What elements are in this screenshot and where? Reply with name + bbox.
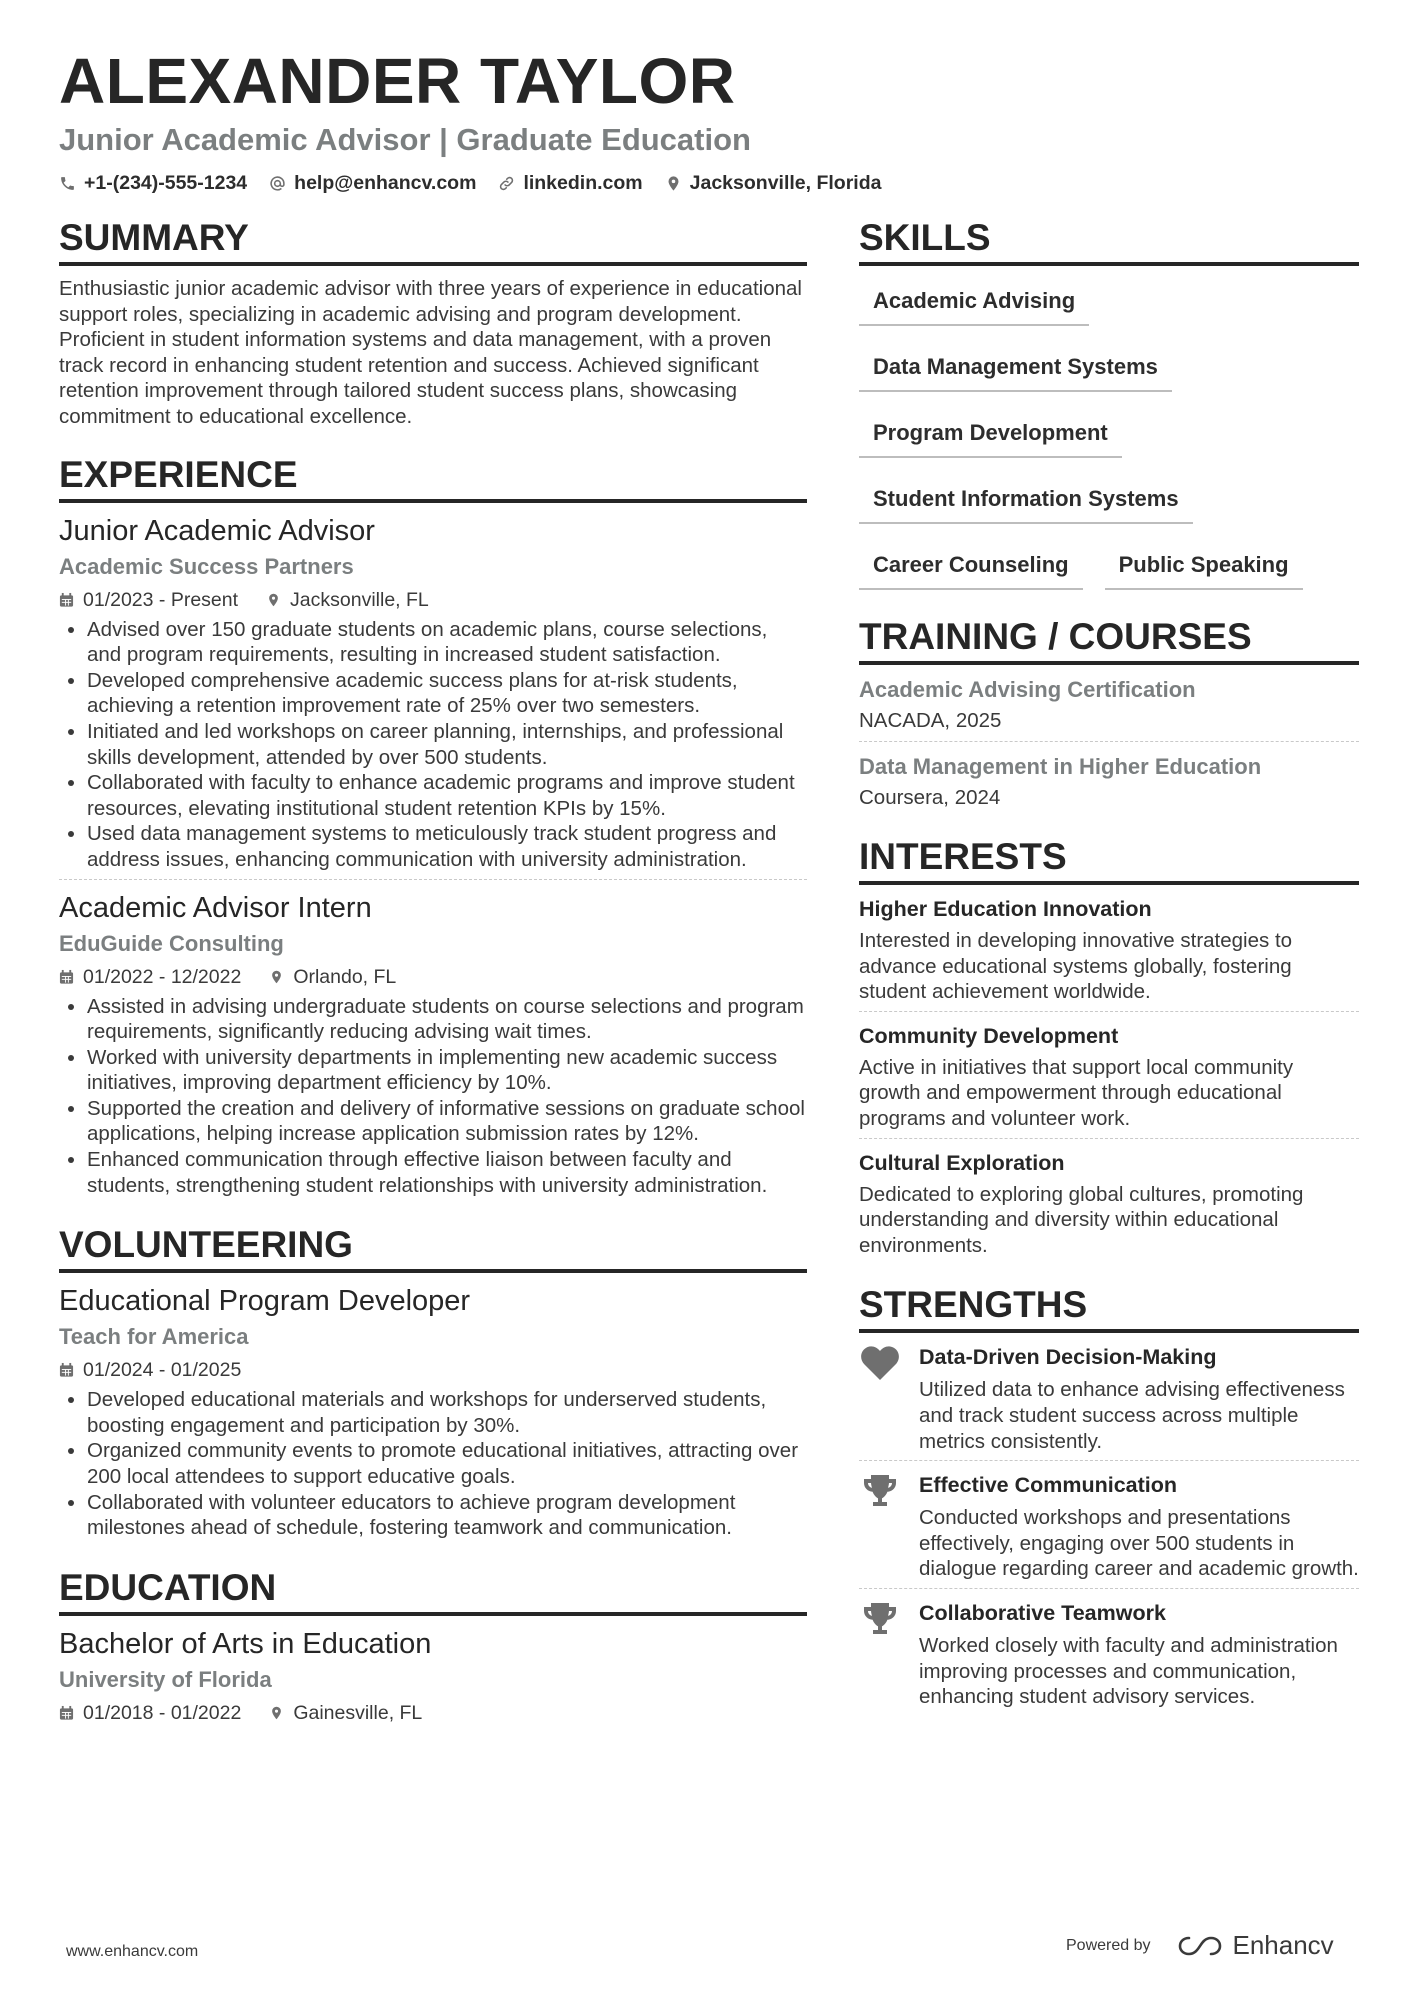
brand-name: Enhancv (1232, 1930, 1334, 1960)
contact-phone[interactable] (59, 172, 247, 195)
contact-linkedin[interactable] (498, 172, 642, 195)
calendar-icon (59, 1705, 74, 1721)
location-text: Jacksonville, FL (290, 588, 429, 611)
strength-entry (859, 1599, 1359, 1710)
course-provider: Coursera, 2024 (859, 786, 1001, 809)
strengths-title: STRENGTHS (859, 1282, 1359, 1333)
bullet-item: • Collaborated with faculty to enhance academic programs and improve student resources, elevating institutional student retention KPIs by 15%. (87, 770, 807, 821)
right-column (859, 215, 1359, 1710)
volunteer-bullets (59, 1387, 807, 1541)
training-title: TRAINING / COURSES (859, 614, 1359, 665)
entry-divider (859, 1138, 1359, 1139)
dates-text: 01/2022 - 12/2022 (83, 965, 242, 988)
strength-icon-wrap (859, 1471, 901, 1582)
skills-list (859, 276, 1359, 606)
school-name: University of Florida (59, 1666, 272, 1692)
course-provider: NACADA, 2025 (859, 709, 1002, 732)
skill-tag: Career Counseling (859, 540, 1083, 590)
bullet-item: • Developed educational materials and workshops for underserved students, boosting engagement and participation by 30%. (87, 1387, 807, 1438)
job-location (266, 587, 429, 613)
strengths-section (859, 1282, 1359, 1709)
strength-body (919, 1343, 1359, 1454)
skill-tag: Student Information Systems (859, 474, 1193, 524)
job-dates (59, 964, 241, 990)
candidate-name: ALEXANDER TAYLOR (59, 45, 736, 117)
education-dates (59, 1700, 241, 1726)
interest-text: Active in initiatives that support local community growth and empowerment through educational programs and volunteer work. (859, 1055, 1294, 1130)
bullet-item: • Organized community events to promote educational initiatives, attracting over 200 local attendees to support educative goals. (87, 1438, 807, 1489)
contact-bar (59, 172, 1359, 195)
linkedin-text: linkedin.com (523, 172, 643, 194)
trophy-icon (860, 1473, 900, 1509)
job-meta (59, 587, 807, 613)
experience-entry (59, 890, 807, 1199)
education-location (269, 1700, 422, 1726)
job-title: Junior Academic Advisor (59, 514, 375, 547)
contact-location (665, 172, 882, 195)
strength-title: Data-Driven Decision-Making (919, 1345, 1217, 1370)
bullet-item: • Worked with university departments in implementing new academic success initiatives, improving department efficiency by 10%. (87, 1045, 807, 1096)
left-column (59, 215, 807, 1726)
contact-email[interactable] (269, 172, 476, 195)
skill-tag: Academic Advising (859, 276, 1089, 326)
resume-header (59, 44, 1359, 195)
bullet-item: • Supported the creation and delivery of informative sessions on graduate school applications, helping increase application submission rates by 12%. (87, 1096, 807, 1147)
volunteering-section (59, 1222, 807, 1541)
entry-divider (59, 879, 807, 880)
training-section (859, 614, 1359, 812)
strength-body (919, 1471, 1359, 1582)
interests-title: INTERESTS (859, 834, 1359, 885)
interest-title: Community Development (859, 1023, 1119, 1048)
degree-title: Bachelor of Arts in Education (59, 1627, 432, 1660)
company-name: Academic Success Partners (59, 553, 354, 579)
entry-divider (859, 1588, 1359, 1589)
job-bullets (59, 617, 807, 873)
location-pin-icon (269, 969, 284, 985)
location-text: Gainesville, FL (293, 1701, 423, 1724)
interests-section (859, 834, 1359, 1258)
bullet-item: • Assisted in advising undergraduate students on course selections and program requirements, significantly reducing advising wait times. (87, 994, 807, 1045)
strength-body (919, 1599, 1359, 1710)
job-title: Academic Advisor Intern (59, 891, 372, 924)
bullet-item: • Enhanced communication through effective liaison between faculty and students, strengthening student relationships with university administration. (87, 1147, 807, 1198)
interest-entry (859, 1149, 1359, 1259)
bullet-item: • Initiated and led workshops on career planning, internships, and professional skills development, attended by over 500 students. (87, 719, 807, 770)
at-icon (269, 175, 286, 192)
calendar-icon (59, 592, 74, 608)
bullet-item: • Advised over 150 graduate students on academic plans, course selections, and program requirements, resulting in increased student satisfaction. (87, 617, 807, 668)
summary-text: Enthusiastic junior academic advisor with three years of experience in educational support roles, specializing in academic advising and program development. Proficient in student information systems and data management, with a proven track record in enhancing student retention and success. Achieved significant retention improvement through tailored student success plans, showcasing commitment to educational excellence. (59, 277, 802, 428)
enhancv-logo[interactable] (1177, 1930, 1334, 1961)
experience-section (59, 452, 807, 1199)
calendar-icon (59, 1362, 74, 1378)
strength-text: Conducted workshops and presentations effectively, engaging over 500 students in dialogue regarding career and academic growth. (919, 1506, 1359, 1581)
interest-text: Dedicated to exploring global cultures, promoting understanding and diversity within educational environments. (859, 1182, 1304, 1257)
summary-title: SUMMARY (59, 215, 807, 266)
course-title: Data Management in Higher Education (859, 754, 1262, 779)
skills-section (859, 215, 1359, 606)
interest-entry (859, 895, 1359, 1005)
company-name: EduGuide Consulting (59, 930, 284, 956)
bullet-item: • Collaborated with volunteer educators to achieve program development milestones ahead of schedule, fostering teamwork and communication. (87, 1490, 807, 1541)
course-entry (859, 752, 1359, 812)
volunteer-org: Teach for America (59, 1324, 249, 1350)
strength-icon-wrap (859, 1343, 901, 1454)
strength-entry (859, 1471, 1359, 1582)
job-bullets (59, 994, 807, 1199)
interest-title: Cultural Exploration (859, 1150, 1065, 1175)
strength-icon-wrap (859, 1599, 901, 1710)
location-pin-icon (665, 175, 682, 192)
strength-title: Collaborative Teamwork (919, 1600, 1166, 1625)
volunteer-role: Educational Program Developer (59, 1285, 471, 1318)
interest-text: Interested in developing innovative strategies to advance educational systems globally, fostering student achievement worldwide. (859, 929, 1293, 1004)
experience-entry (59, 513, 807, 873)
education-section (59, 1565, 807, 1726)
education-meta (59, 1700, 807, 1726)
job-meta (59, 964, 807, 990)
skills-title: SKILLS (859, 215, 1359, 266)
job-location (269, 964, 396, 990)
calendar-icon (59, 969, 74, 985)
course-entry (859, 675, 1359, 735)
volunteer-dates (59, 1357, 241, 1383)
dates-text: 01/2024 - 01/2025 (83, 1359, 242, 1382)
dates-text: 01/2018 - 01/2022 (83, 1701, 242, 1724)
entry-divider (859, 1011, 1359, 1012)
enhancv-logo-icon (1177, 1934, 1223, 1958)
heart-icon (860, 1345, 900, 1381)
education-entry (59, 1626, 807, 1726)
trophy-icon (860, 1601, 900, 1637)
education-title: EDUCATION (59, 1565, 807, 1616)
entry-divider (859, 1460, 1359, 1461)
course-title: Academic Advising Certification (859, 677, 1196, 702)
candidate-role: Junior Academic Advisor | Graduate Education (59, 122, 751, 157)
link-icon (498, 175, 515, 192)
footer-branding (1066, 1930, 1334, 1961)
strength-entry (859, 1343, 1359, 1454)
entry-divider (859, 741, 1359, 742)
strength-text: Worked closely with faculty and administration improving processes and communication, enhancing student advisory services. (919, 1633, 1338, 1709)
email-text: help@enhancv.com (294, 172, 477, 194)
interest-title: Higher Education Innovation (859, 897, 1152, 921)
bullet-item: • Used data management systems to meticulously track student progress and address issues, enhancing communication with university administration. (87, 821, 807, 872)
strength-title: Effective Communication (919, 1473, 1178, 1498)
volunteering-entry (59, 1283, 807, 1541)
location-text: Orlando, FL (293, 965, 397, 988)
job-dates (59, 587, 238, 613)
location-pin-icon (266, 592, 281, 608)
skill-tag: Public Speaking (1105, 540, 1303, 590)
strength-text: Utilized data to enhance advising effectiveness and track student success across multiple metrics consistently. (919, 1378, 1345, 1453)
volunteer-meta (59, 1357, 807, 1383)
experience-title: EXPERIENCE (59, 452, 807, 503)
volunteering-title: VOLUNTEERING (59, 1222, 807, 1273)
powered-by-label: Powered by (1066, 1936, 1151, 1954)
location-text: Jacksonville, Florida (689, 172, 882, 194)
summary-section (59, 215, 807, 430)
skill-tag: Program Development (859, 408, 1122, 458)
interest-entry (859, 1022, 1359, 1132)
bullet-item: • Developed comprehensive academic success plans for at-risk students, achieving a retention improvement rate of 25% over two semesters. (87, 668, 807, 719)
skill-tag: Data Management Systems (859, 342, 1172, 392)
phone-text: +1-(234)-555-1234 (84, 172, 248, 194)
location-pin-icon (269, 1705, 284, 1721)
phone-icon (59, 175, 76, 192)
footer-website[interactable]: www.enhancv.com (66, 1943, 199, 1960)
dates-text: 01/2023 - Present (83, 588, 239, 611)
